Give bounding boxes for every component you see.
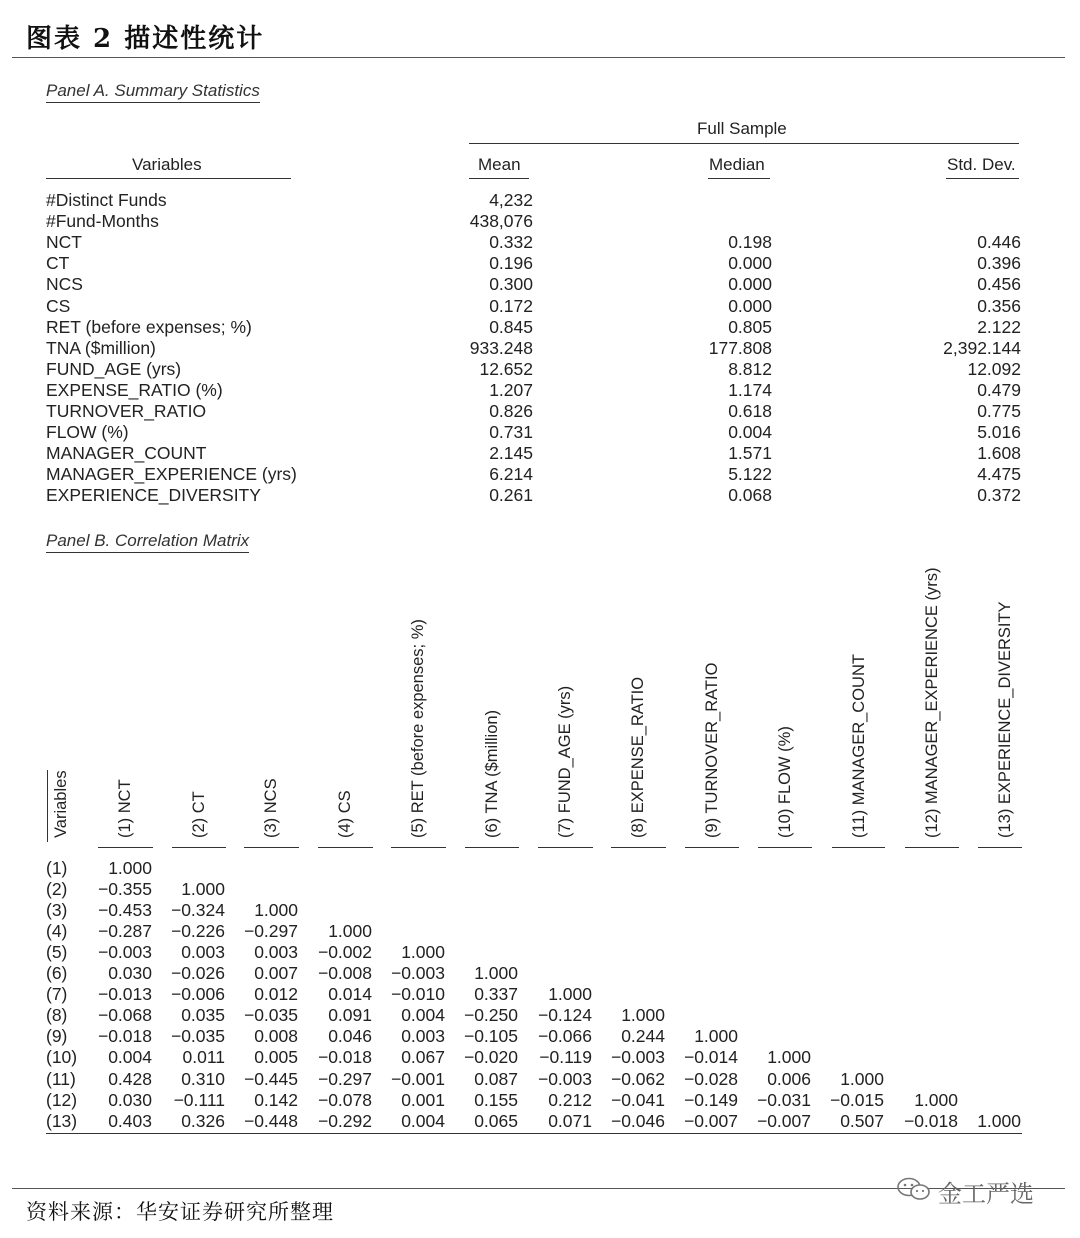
stat-median: 0.000 xyxy=(728,253,772,274)
correlation-cell: −0.018 xyxy=(97,1026,152,1047)
stat-row-label: MANAGER_COUNT xyxy=(46,443,207,464)
correlation-row-label: (11) xyxy=(46,1068,76,1089)
correlation-cell: 0.310 xyxy=(181,1068,225,1089)
correlation-cell: −0.041 xyxy=(610,1089,665,1110)
figure-title: 图表 2 描述性统计 xyxy=(26,24,265,54)
correlation-cell: 1.000 xyxy=(621,1005,665,1026)
correlation-column-label: (13) EXPERIENCE_DIVERSITY xyxy=(996,601,1014,838)
stat-std-dev xyxy=(880,190,1021,211)
std-dev-rule xyxy=(946,178,1019,179)
correlation-cell: 0.012 xyxy=(254,984,298,1005)
correlation-cell: −0.453 xyxy=(97,900,152,921)
correlation-cell: 0.014 xyxy=(328,984,372,1005)
stat-row-label: #Distinct Funds xyxy=(46,190,167,210)
stat-std-dev xyxy=(880,211,1021,232)
correlation-cell: −0.001 xyxy=(390,1068,445,1089)
column-header-rule xyxy=(758,847,812,848)
correlation-cell: −0.018 xyxy=(903,1110,958,1131)
correlation-cell: 0.004 xyxy=(401,1110,445,1131)
correlation-cell: 0.087 xyxy=(474,1068,518,1089)
correlation-cell: 1.000 xyxy=(767,1047,811,1068)
stat-median xyxy=(672,190,772,211)
stat-mean: 12.652 xyxy=(479,358,533,379)
correlation-cell: 1.000 xyxy=(328,921,372,942)
stat-std-dev: 1.608 xyxy=(977,443,1021,464)
full-sample-rule xyxy=(469,143,1019,144)
column-header-rule xyxy=(98,847,153,848)
stat-mean: 933.248 xyxy=(469,337,533,358)
correlation-cell: −0.119 xyxy=(539,1047,592,1068)
correlation-cell: −0.006 xyxy=(170,984,225,1005)
variables-header-rule xyxy=(47,770,48,842)
wechat-icon xyxy=(896,1176,932,1202)
stat-mean: 0.172 xyxy=(489,295,533,316)
stat-row-label: EXPERIENCE_DIVERSITY xyxy=(46,485,261,506)
correlation-cell: 0.046 xyxy=(328,1026,372,1047)
stat-std-dev: 0.372 xyxy=(977,485,1021,506)
correlation-row-label: (8) xyxy=(46,1005,68,1026)
correlation-cell: −0.062 xyxy=(610,1068,665,1089)
stat-median: 177.808 xyxy=(708,337,772,358)
stat-row-label: FLOW (%) xyxy=(46,422,129,443)
stat-median: 8.812 xyxy=(728,358,772,379)
stat-std-dev: 0.446 xyxy=(977,232,1021,253)
stat-mean: 0.300 xyxy=(489,274,533,295)
correlation-row-label: (1) xyxy=(46,858,68,878)
correlation-cell: −0.031 xyxy=(756,1089,811,1110)
correlation-column-label: (2) CT xyxy=(190,791,208,838)
correlation-cell: 0.244 xyxy=(621,1026,665,1047)
correlation-cell: −0.003 xyxy=(390,963,445,984)
std-dev-header: Std. Dev. xyxy=(947,155,1016,174)
stat-mean: 0.196 xyxy=(489,253,533,274)
correlation-cell: 1.000 xyxy=(108,858,152,878)
correlation-cell: −0.003 xyxy=(610,1047,665,1068)
stat-median: 5.122 xyxy=(728,464,772,485)
correlation-cell: 0.006 xyxy=(767,1068,811,1089)
column-header-rule xyxy=(318,847,373,848)
correlation-cell: −0.111 xyxy=(173,1089,225,1110)
correlation-column-label: (4) CS xyxy=(336,790,354,838)
stat-std-dev: 0.356 xyxy=(977,295,1021,316)
stat-row-label: CT xyxy=(46,253,70,274)
stat-mean: 6.214 xyxy=(489,464,533,485)
correlation-cell: 1.000 xyxy=(914,1089,958,1110)
stat-median: 0.004 xyxy=(728,422,772,443)
correlation-cell: −0.448 xyxy=(243,1110,298,1131)
source-note: 资料来源：华安证券研究所整理 xyxy=(26,1200,334,1224)
stat-row-label: MANAGER_EXPERIENCE (yrs) xyxy=(46,464,297,485)
correlation-cell: 1.000 xyxy=(181,879,225,900)
panel-b-title: Panel B. Correlation Matrix xyxy=(46,531,249,553)
correlation-cell: 1.000 xyxy=(474,963,518,984)
correlation-column-label: (6) TNA ($million) xyxy=(483,709,501,838)
stat-row-label: NCS xyxy=(46,274,83,295)
stat-std-dev: 4.475 xyxy=(977,464,1021,485)
correlation-cell: −0.020 xyxy=(463,1047,518,1068)
stat-median: 1.571 xyxy=(728,443,772,464)
stat-mean: 0.845 xyxy=(489,316,533,337)
stat-row-label: EXPENSE_RATIO (%) xyxy=(46,379,223,400)
stat-median: 1.174 xyxy=(728,379,772,400)
correlation-cell: 0.326 xyxy=(181,1110,225,1131)
correlation-cell: −0.035 xyxy=(170,1026,225,1047)
correlation-cell: 1.000 xyxy=(254,900,298,921)
correlation-cell: −0.297 xyxy=(243,921,298,942)
correlation-column-label: (7) FUND_AGE (yrs) xyxy=(556,685,574,838)
stat-median: 0.618 xyxy=(728,401,772,421)
correlation-cell: −0.287 xyxy=(97,921,152,942)
correlation-column-label: (9) TURNOVER_RATIO xyxy=(703,662,721,838)
stat-mean: 2.145 xyxy=(489,443,533,464)
correlation-cell: 0.428 xyxy=(108,1068,152,1089)
stat-row-label: #Fund-Months xyxy=(46,211,159,232)
correlation-cell: −0.355 xyxy=(97,879,152,900)
correlation-cell: 1.000 xyxy=(548,984,592,1005)
stat-mean: 0.261 xyxy=(489,485,533,506)
correlation-cell: −0.445 xyxy=(243,1068,298,1089)
correlation-row-label: (13) xyxy=(46,1110,78,1131)
correlation-cell: 0.001 xyxy=(401,1089,445,1110)
correlation-cell: 0.011 xyxy=(182,1047,225,1068)
correlation-cell: 1.000 xyxy=(977,1110,1021,1131)
watermark: 金工严选 xyxy=(938,1180,1034,1208)
column-header-rule xyxy=(611,847,666,848)
correlation-cell: −0.003 xyxy=(537,1068,592,1089)
full-sample-header: Full Sample xyxy=(697,119,787,138)
correlation-cell: −0.124 xyxy=(537,1005,592,1026)
correlation-row-label: (5) xyxy=(46,942,68,963)
correlation-cell: 0.065 xyxy=(474,1110,518,1131)
correlation-cell: 0.067 xyxy=(401,1047,445,1068)
correlation-row-label: (2) xyxy=(46,879,68,900)
correlation-cell: −0.013 xyxy=(97,984,152,1005)
correlation-cell: −0.066 xyxy=(537,1026,592,1047)
correlation-cell: −0.078 xyxy=(317,1089,372,1110)
correlation-cell: 0.004 xyxy=(401,1005,445,1026)
correlation-cell: 0.507 xyxy=(840,1110,884,1131)
stat-std-dev: 0.396 xyxy=(977,253,1021,274)
correlation-row-label: (7) xyxy=(46,984,68,1005)
correlation-row-label: (12) xyxy=(46,1089,78,1110)
panel-a-title: Panel A. Summary Statistics xyxy=(46,81,260,103)
correlation-cell: −0.292 xyxy=(317,1110,372,1131)
correlation-cell: −0.226 xyxy=(170,921,225,942)
matrix-bottom-rule xyxy=(46,1133,1022,1134)
correlation-cell: 0.030 xyxy=(108,1089,152,1110)
correlation-cell: 0.337 xyxy=(474,984,518,1005)
stat-mean: 1.207 xyxy=(489,379,533,400)
stat-mean: 0.826 xyxy=(489,401,533,421)
stat-median xyxy=(672,211,772,232)
title-rule xyxy=(12,57,1065,58)
correlation-cell: −0.008 xyxy=(317,963,372,984)
correlation-cell: −0.015 xyxy=(829,1089,884,1110)
median-rule xyxy=(708,178,770,179)
column-header-rule xyxy=(244,847,299,848)
correlation-cell: −0.149 xyxy=(683,1089,738,1110)
correlation-row-label: (10) xyxy=(46,1047,78,1068)
column-header-rule xyxy=(465,847,519,848)
correlation-row-label: (6) xyxy=(46,963,68,984)
stat-mean: 0.731 xyxy=(489,422,533,443)
stat-median: 0.000 xyxy=(728,274,772,295)
median-header: Median xyxy=(709,155,765,174)
mean-header: Mean xyxy=(478,155,521,174)
stat-mean: 0.332 xyxy=(489,232,533,253)
panel-b-variables-label: Variables xyxy=(52,770,70,838)
correlation-row-label: (9) xyxy=(46,1026,68,1047)
correlation-cell: 1.000 xyxy=(840,1068,884,1089)
stat-mean: 438,076 xyxy=(469,211,533,232)
stat-std-dev: 12.092 xyxy=(967,358,1021,379)
correlation-column-label: (5) RET (before expenses; %) xyxy=(409,619,427,838)
correlation-cell: −0.018 xyxy=(317,1047,372,1068)
correlation-cell: −0.028 xyxy=(683,1068,738,1089)
stat-row-label: CS xyxy=(46,295,71,316)
column-header-rule xyxy=(905,847,959,848)
correlation-cell: 0.155 xyxy=(474,1089,518,1110)
stat-row-label: NCT xyxy=(46,232,82,253)
stat-std-dev: 5.016 xyxy=(977,422,1021,443)
correlation-cell: −0.068 xyxy=(97,1005,152,1026)
stat-median: 0.805 xyxy=(728,316,772,337)
correlation-column-label: (12) MANAGER_EXPERIENCE (yrs) xyxy=(923,567,941,838)
column-header-rule xyxy=(685,847,739,848)
stat-std-dev: 0.456 xyxy=(977,274,1021,295)
correlation-cell: 0.008 xyxy=(254,1026,298,1047)
correlation-cell: −0.297 xyxy=(317,1068,372,1089)
correlation-cell: −0.014 xyxy=(683,1047,738,1068)
correlation-cell: 0.403 xyxy=(108,1110,152,1131)
column-header-rule xyxy=(538,847,593,848)
correlation-cell: 0.003 xyxy=(254,942,298,963)
correlation-column-label: (8) EXPENSE_RATIO xyxy=(629,676,647,838)
correlation-cell: 0.212 xyxy=(548,1089,592,1110)
correlation-column-label: (3) NCS xyxy=(262,778,280,838)
correlation-cell: −0.105 xyxy=(463,1026,518,1047)
stat-row-label: TNA ($million) xyxy=(46,337,156,358)
column-header-rule xyxy=(832,847,885,848)
correlation-cell: 0.003 xyxy=(181,942,225,963)
stat-std-dev: 0.775 xyxy=(977,401,1021,421)
correlation-column-label: (1) NCT xyxy=(116,779,134,838)
correlation-cell: 0.030 xyxy=(108,963,152,984)
stat-median: 0.000 xyxy=(728,295,772,316)
correlation-cell: 1.000 xyxy=(694,1026,738,1047)
stat-std-dev: 2.122 xyxy=(977,316,1021,337)
column-header-rule xyxy=(172,847,226,848)
correlation-cell: 0.007 xyxy=(254,963,298,984)
correlation-cell: −0.007 xyxy=(756,1110,811,1131)
correlation-cell: −0.324 xyxy=(170,900,225,921)
correlation-column-label: (11) MANAGER_COUNT xyxy=(850,654,868,838)
correlation-cell: −0.002 xyxy=(317,942,372,963)
stat-std-dev: 0.479 xyxy=(977,379,1021,400)
correlation-cell: 0.091 xyxy=(328,1005,372,1026)
mean-rule xyxy=(469,178,529,179)
stat-row-label: TURNOVER_RATIO xyxy=(46,401,207,421)
variables-rule xyxy=(46,178,291,179)
stat-row-label: FUND_AGE (yrs) xyxy=(46,358,182,379)
stat-row-label: RET (before expenses; %) xyxy=(46,316,252,337)
column-header-rule xyxy=(391,847,446,848)
correlation-cell: 0.005 xyxy=(254,1047,298,1068)
correlation-cell: 0.142 xyxy=(254,1089,298,1110)
correlation-cell: 0.071 xyxy=(548,1110,592,1131)
correlation-cell: 0.004 xyxy=(108,1047,152,1068)
stat-median: 0.068 xyxy=(728,485,772,506)
correlation-row-label: (4) xyxy=(46,921,68,942)
panel-a-variables-header: Variables xyxy=(132,155,202,174)
correlation-row-label: (3) xyxy=(46,900,68,921)
stat-std-dev: 2,392.144 xyxy=(943,337,1021,358)
correlation-cell: 0.003 xyxy=(401,1026,445,1047)
correlation-column-label: (10) FLOW (%) xyxy=(776,726,794,838)
correlation-cell: −0.046 xyxy=(610,1110,665,1131)
correlation-cell: −0.003 xyxy=(97,942,152,963)
stat-mean: 4,232 xyxy=(489,190,533,210)
stat-median: 0.198 xyxy=(728,232,772,253)
correlation-cell: −0.010 xyxy=(390,984,445,1005)
correlation-cell: 1.000 xyxy=(401,942,445,963)
column-header-rule xyxy=(978,847,1022,848)
correlation-cell: −0.007 xyxy=(683,1110,738,1131)
correlation-cell: −0.035 xyxy=(243,1005,298,1026)
correlation-cell: −0.026 xyxy=(170,963,225,984)
correlation-cell: 0.035 xyxy=(181,1005,225,1026)
correlation-cell: −0.250 xyxy=(463,1005,518,1026)
